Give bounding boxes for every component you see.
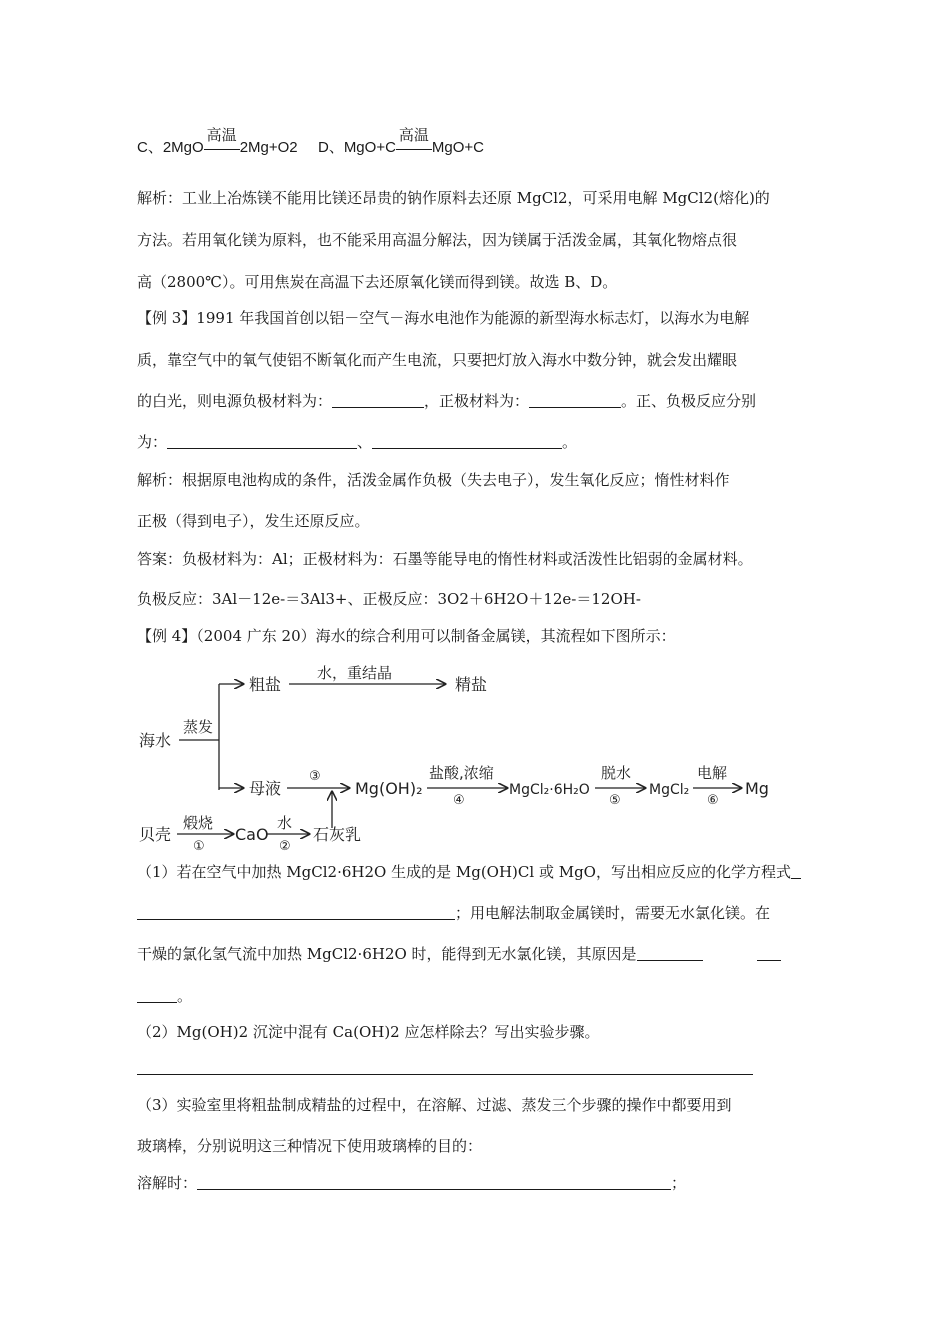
label-step1: ① xyxy=(193,839,205,854)
negative-reaction-blank[interactable] xyxy=(372,434,562,449)
example-3-period: 。 xyxy=(562,433,578,451)
q2-prompt: （2）Mg(OH)2 沉淀中混有 Ca(OH)2 应怎样除去？写出实验步骤。 xyxy=(137,1023,600,1041)
dissolve-line xyxy=(137,1173,686,1193)
label-evaporate: 蒸发 xyxy=(183,718,214,736)
q1-reason-prompt: 干燥的氯化氢气流中加热 MgCl2·6H2O 时，能得到无水氯化镁，其原因是 xyxy=(137,945,637,963)
label-dehydrate: 脱水 xyxy=(601,764,632,782)
q1-line-3 xyxy=(137,944,781,964)
node-crude-salt: 粗盐 xyxy=(249,675,282,694)
q1-reason-blank-3[interactable] xyxy=(137,988,177,1003)
q1-equation-blank-start[interactable] xyxy=(791,864,801,879)
q3-line-2: 玻璃棒，分别说明这三种情况下使用玻璃棒的目的： xyxy=(137,1137,483,1155)
magnesium-flowchart xyxy=(137,658,777,854)
analysis-1-line-2: 方法。若用氧化镁为原料，也不能采用高温分解法，因为镁属于活泼金属，其氧化物熔点很 xyxy=(137,231,738,249)
q1-period: 。 xyxy=(177,987,193,1005)
example-3-line-4 xyxy=(137,432,577,452)
node-mother-liquor: 母液 xyxy=(249,779,282,798)
example-3-line-2: 质，靠空气中的氧气使铝不断氧化而产生电流，只要把灯放入海水中数分钟，就会发出耀眼 xyxy=(137,351,738,369)
label-step4: ④ xyxy=(453,793,465,808)
example-4-title: 【例 4】（2004 广东 20）海水的综合利用可以制备金属镁，其流程如下图所示： xyxy=(137,627,676,645)
node-seawater: 海水 xyxy=(139,731,172,750)
q1-reason-blank-2[interactable] xyxy=(757,946,781,961)
positive-reaction-blank[interactable] xyxy=(167,434,357,449)
example-3-reaction-prompt: 。正、负极反应分别 xyxy=(621,392,757,410)
label-water-recrystal: 水，重结晶 xyxy=(317,664,393,682)
node-mgoh2: Mg(OH)₂ xyxy=(355,779,423,798)
q3-line-1: （3）实验室里将粗盐制成精盐的过程中，在溶解、过滤、蒸发三个步骤的操作中都要用到 xyxy=(137,1096,732,1114)
answer-reactions: 负极反应：3Al－12e-＝3Al3+、正极反应：3O2＋6H2O＋12e-＝12OH- xyxy=(137,590,641,608)
node-mg: Mg xyxy=(745,779,769,798)
node-mgcl2-hydrate: MgCl₂·6H₂O xyxy=(509,782,590,798)
example-3-positive-prompt: ，正极材料为： xyxy=(424,392,530,410)
q1-line-2 xyxy=(137,903,770,923)
dissolve-label: 溶解时： xyxy=(137,1174,198,1192)
option-c-condition: 高温 xyxy=(206,126,237,144)
node-cao: CaO xyxy=(235,825,269,844)
positive-material-blank[interactable] xyxy=(529,393,621,408)
option-d-suffix: MgO+C xyxy=(431,139,485,156)
option-c-suffix: 2Mg+O2 xyxy=(239,139,298,156)
q1-line-1 xyxy=(137,862,801,882)
q1-prompt: （1）若在空气中加热 MgCl2·6H2O 生成的是 Mg(OH)Cl 或 MgO，写出相应反应的化学方程式 xyxy=(137,863,791,881)
option-c-prefix: C、2MgO xyxy=(137,139,204,156)
node-lime-milk: 石灰乳 xyxy=(313,825,362,844)
label-water: 水 xyxy=(277,814,293,832)
q1-reason-blank-1[interactable] xyxy=(637,946,703,961)
node-shell: 贝壳 xyxy=(139,825,172,844)
node-refined-salt: 精盐 xyxy=(455,675,488,694)
q1-equation-blank[interactable] xyxy=(137,905,455,920)
analysis-2-line-1: 解析：根据原电池构成的条件，活泼金属作负极（失去电子），发生氧化反应；惰性材料作 xyxy=(137,471,730,489)
option-d-condition-arrow xyxy=(396,126,432,158)
option-c-condition-arrow xyxy=(204,126,240,158)
example-3-separator: 、 xyxy=(357,433,373,451)
label-hcl-concentrate: 盐酸,浓缩 xyxy=(429,764,494,782)
q1-line-4 xyxy=(137,986,192,1006)
analysis-1-line-3: 高（2800℃）。可用焦炭在高温下去还原氧化镁而得到镁。故选 B、D。 xyxy=(137,273,618,291)
q1-anhydrous-note: ；用电解法制取金属镁时，需要无水氯化镁。在 xyxy=(455,904,771,922)
node-mgcl2: MgCl₂ xyxy=(649,782,690,798)
label-step5: ⑤ xyxy=(609,793,621,808)
options-line xyxy=(137,126,485,158)
example-3-wei: 为： xyxy=(137,433,168,451)
label-calcine: 煅烧 xyxy=(183,814,214,832)
negative-material-blank[interactable] xyxy=(332,393,424,408)
analysis-1-line-1: 解析：工业上冶炼镁不能用比镁还昂贵的钠作原料去还原 MgCl2，可采用电解 MgCl2(熔化)的 xyxy=(137,189,770,207)
label-step3: ③ xyxy=(309,769,321,784)
option-d-condition: 高温 xyxy=(398,126,429,144)
example-3-line-3 xyxy=(137,391,756,411)
example-3-negative-prompt: 的白光，则电源负极材料为： xyxy=(137,392,333,410)
label-electrolysis: 电解 xyxy=(697,764,728,782)
analysis-2-line-2: 正极（得到电子），发生还原反应。 xyxy=(137,512,370,530)
dissolve-blank[interactable] xyxy=(197,1175,671,1190)
q2-answer-line xyxy=(137,1058,753,1078)
q2-answer-blank[interactable] xyxy=(137,1060,753,1075)
label-step6: ⑥ xyxy=(707,793,719,808)
label-step2: ② xyxy=(279,839,291,854)
dissolve-end: ； xyxy=(671,1174,687,1192)
example-3-line-1: 【例 3】1991 年我国首创以铝－空气－海水电池作为能源的新型海水标志灯，以海水为电解 xyxy=(137,309,750,327)
option-d-prefix: D、MgO+C xyxy=(317,139,396,156)
answer-materials: 答案：负极材料为：Al；正极材料为：石墨等能导电的惰性材料或活泼性比铝弱的金属材料。 xyxy=(137,550,753,568)
